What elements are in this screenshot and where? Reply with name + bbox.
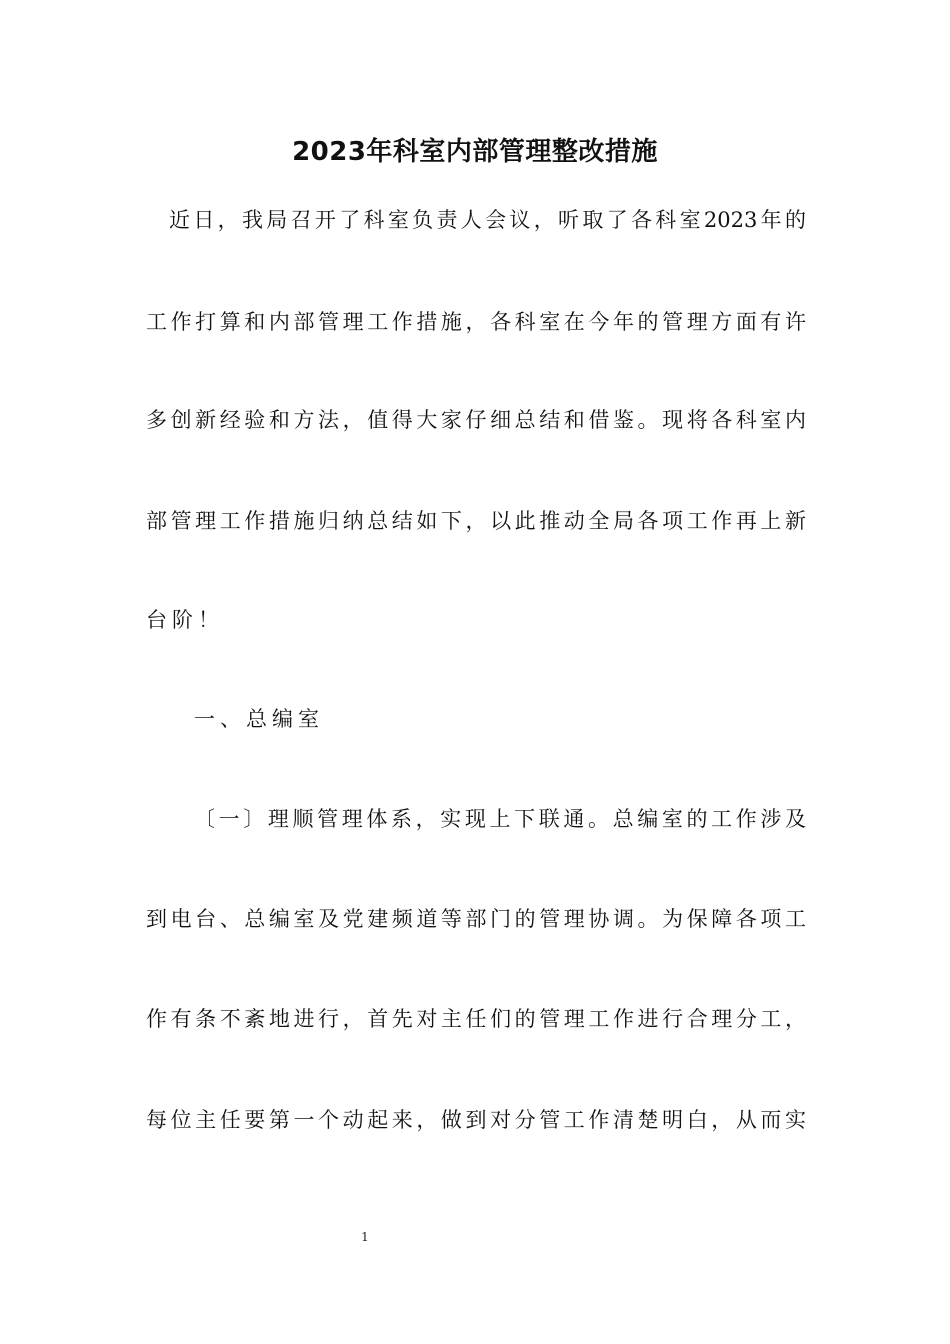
document-title: 2023年科室内部管理整改措施 [292,137,658,167]
paragraph-line: 〔一〕理顺管理体系，实现上下联通。总编室的工作涉及 [194,807,806,831]
paragraph-line: 到电台、总编室及党建频道等部门的管理协调。为保障各项工 [146,907,806,931]
section-heading: 一、总编室 [194,707,324,731]
paragraph-line: 每位主任要第一个动起来，做到对分管工作清楚明白，从而实 [146,1108,806,1132]
paragraph-line: 台阶！ [146,608,224,632]
paragraph-line: 近日，我局召开了科室负责人会议，听取了各科室2023年的 [169,208,806,232]
paragraph-line: 部管理工作措施归纳总结如下，以此推动全局各项工作再上新 [146,509,806,533]
page-number: 1 [361,1230,369,1244]
paragraph-line: 多创新经验和方法，值得大家仔细总结和借鉴。现将各科室内 [146,408,806,432]
paragraph-line: 工作打算和内部管理工作措施，各科室在今年的管理方面有许 [146,310,806,334]
paragraph-line: 作有条不紊地进行，首先对主任们的管理工作进行合理分工， [146,1007,806,1031]
